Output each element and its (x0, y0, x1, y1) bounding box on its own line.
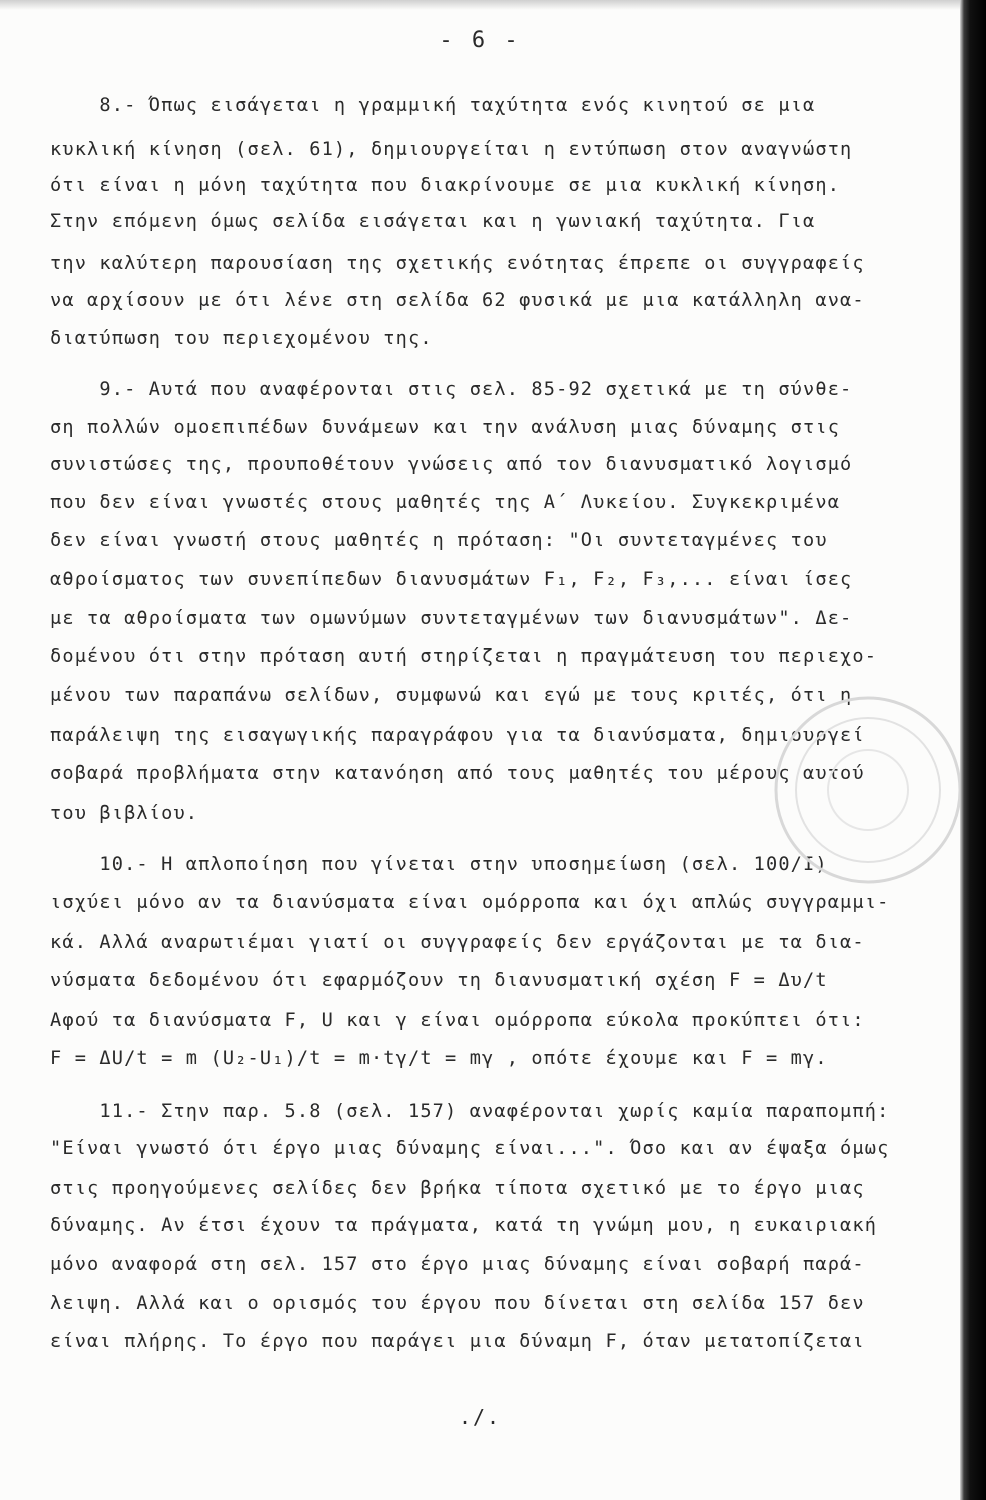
text-line: μένου των παραπάνω σελίδων, συμφωνώ και εγώ με τους κριτές, ότι η (50, 685, 853, 706)
faded-seal-stamp (768, 690, 968, 890)
text-line: νύσματα δεδομένου ότι εφαρμόζουν τη διανυσματική σχέση F = Δυ/t (50, 970, 828, 991)
text-line: δύναμης. Αν έτσι έχουν τα πράγματα, κατά τη γνώμη μου, η ευκαιριακή (50, 1215, 878, 1236)
text-line: να αρχίσουν με ότι λένε στη σελίδα 62 φυσικά με μια κατάλληλη ανα- (50, 290, 865, 311)
scan-right-edge (960, 0, 986, 1500)
text-line: μόνο αναφορά στη σελ. 157 στο έργο μιας δύναμης είναι σοβαρή παρά- (50, 1254, 865, 1275)
scan-top-shadow (0, 0, 960, 10)
text-line: αθροίσματος των συνεπίπεδων διανυσμάτων F₁, F₂, F₃,... είναι ίσες (50, 569, 853, 590)
text-line: διατύπωση του περιεχομένου της. (50, 328, 433, 349)
text-line: δεν είναι γνωστή στους μαθητές η πρόταση: "Οι συντεταγμένες του (50, 530, 828, 551)
text-line: σοβαρά προβλήματα στην κατανόηση από τους μαθητές του μέρους αυτού (50, 763, 865, 784)
text-line: είναι πλήρης. Το έργο που παράγει μια δύναμη F, όταν μετατοπίζεται (50, 1331, 865, 1352)
text-line: 8.- Όπως εισάγεται η γραμμική ταχύτητα ενός κινητού σε μια (50, 95, 816, 116)
text-line: λειψη. Αλλά και ο ορισμός του έργου που δίνεται στη σελίδα 157 δεν (50, 1293, 865, 1314)
text-line: την καλύτερη παρουσίαση της σχετικής ενότητας έπρεπε οι συγγραφείς (50, 253, 865, 274)
text-line: ισχύει μόνο αν τα διανύσματα είναι ομόρροπα και όχι απλώς συγγραμμι- (50, 892, 890, 913)
text-line: ότι είναι η μόνη ταχύτητα που διακρίνουμε σε μια κυκλική κίνηση. (50, 175, 841, 196)
text-line: "Είναι γνωστό ότι έργο μιας δύναμης είναι...". Όσο και αν έψαξα όμως (50, 1138, 890, 1159)
equation-line: F = ΔU/t = m (U₂-U₁)/t = m·tγ/t = mγ , οπότε έχουμε και F = mγ. (50, 1048, 828, 1069)
text-line: Στην επόμενη όμως σελίδα εισάγεται και η γωνιακή ταχύτητα. Για (50, 211, 816, 232)
text-line: κυκλική κίνηση (σελ. 61), δημιουργείται η εντύπωση στον αναγνώστη (50, 139, 853, 160)
text-line: κά. Αλλά αναρωτιέμαι γιατί οι συγγραφείς δεν εργάζονται με τα δια- (50, 932, 865, 953)
text-line: Αφού τα διανύσματα F, U και γ είναι ομόρροπα εύκολα προκύπτει ότι: (50, 1010, 865, 1031)
text-line: 11.- Στην παρ. 5.8 (σελ. 157) αναφέρονται χωρίς καμία παραπομπή: (50, 1101, 890, 1122)
text-line: ση πολλών ομοεπιπέδων δυνάμεων και την ανάλυση μιας δύναμης στις (50, 417, 841, 438)
text-line: 10.- Η απλοποίηση που γίνεται στην υποσημείωση (σελ. 100/I) (50, 854, 828, 875)
text-line: συνιστώσες της, προυποθέτουν γνώσεις από τον διανυσματικό λογισμό (50, 454, 853, 475)
text-line: του βιβλίου. (50, 803, 199, 824)
text-line: με τα αθροίσματα των ομωνύμων συντεταγμένων των διανυσμάτων". Δε- (50, 608, 853, 629)
text-line: δομένου ότι στην πρόταση αυτή στηρίζεται η πραγμάτευση του περιεχο- (50, 646, 878, 667)
text-line: στις προηγούμενες σελίδες δεν βρήκα τίποτα σχετικό με το έργο μιας (50, 1178, 865, 1199)
text-line: 9.- Αυτά που αναφέρονται στις σελ. 85-92 σχετικά με τη σύνθε- (50, 379, 853, 400)
text-line: παράλειψη της εισαγωγικής παραγράφου για τα διανύσματα, δημιουργεί (50, 725, 865, 746)
continuation-mark: ./. (458, 1405, 502, 1429)
page-number: - 6 - (439, 28, 521, 53)
text-line: που δεν είναι γνωστές στους μαθητές της Α΄ Λυκείου. Συγκεκριμένα (50, 492, 841, 513)
